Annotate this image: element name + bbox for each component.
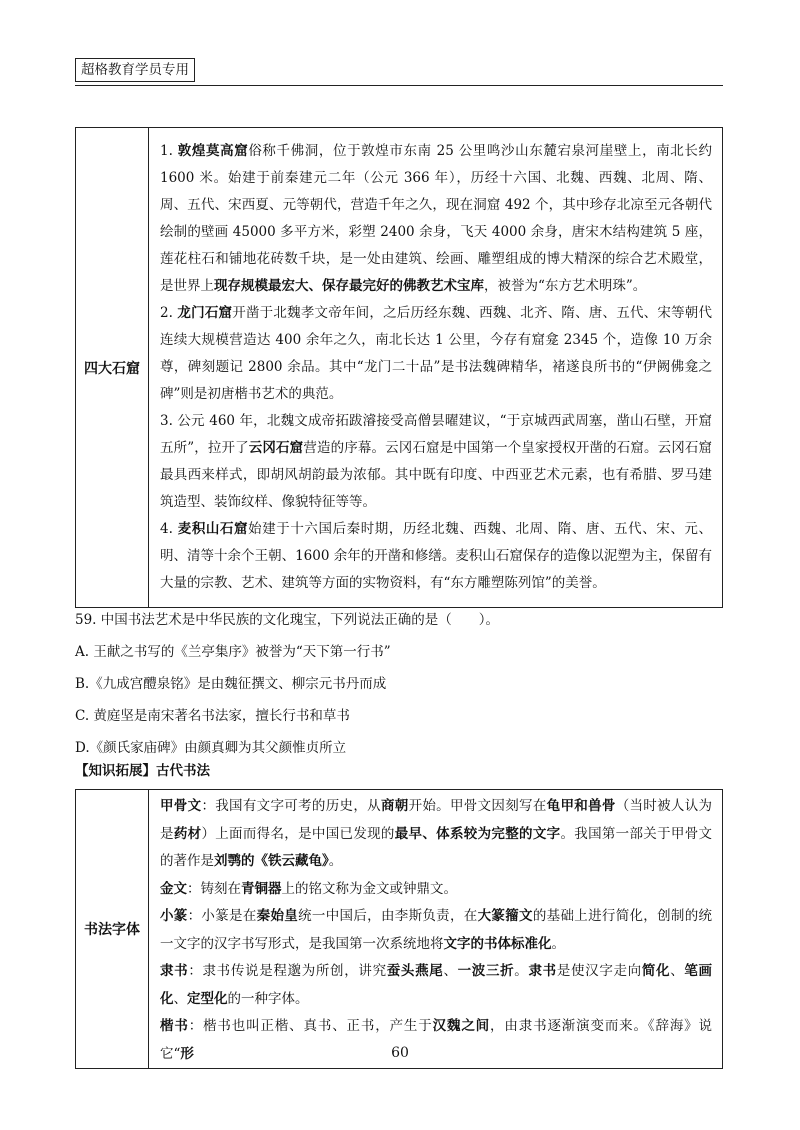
option-d[interactable]: D.《颜氏家庙碑》由颜真卿为其父颜惟贞所立 [75, 740, 347, 756]
category-cell: 四大石窟 [76, 128, 149, 608]
category-cell: 书法字体 [76, 790, 149, 1069]
header-label: 超格教育学员专用 [75, 58, 195, 82]
script-style-paragraph: 金文：铸刻在青铜器上的铭文称为金文或钟鼎文。 [160, 880, 457, 897]
grotto-paragraph: 2. 龙门石窟开凿于北魏孝文帝年间，之后历经东魏、西魏、北齐、隋、唐、五代、宋等朝代连续大规模营造达 400 余年之久，南北长达 1 公里，今存有窟龛 2345 个，造像 10 万余尊，碑刻题记 2800 余品。其中“龙门二十品”是书法魏碑精华，褚遂良所书的“伊阙佛龛之碑”则是初唐楷书艺术的典范。 [160, 305, 713, 402]
grotto-paragraph: 1. 敦煌莫高窟俗称千佛洞，位于敦煌市东南 25 公里鸣沙山东麓宕泉河崖壁上，南北长约 1600 米。始建于前秦建元二年（公元 366 年），历经十六国、北魏、西魏、北周、隋、周、五代、宋西夏、元等朝代，营造千年之久，现在洞窟 492 个，其中珍存北凉至元各朝代绘制的壁画 45000 多平方米，彩塑 2400 余身，飞天 4000 余身，唐宋木结构建筑 5 座，莲花柱石和铺地花砖数千块，是一处由建筑、绘画、雕塑组成的博大精深的综合艺术殿堂，是世界上现存规模最宏大、保存最完好的佛教艺术宝库，被誉为“东方艺术明珠”。 [160, 143, 713, 294]
script-style-paragraph: 小篆：小篆是在秦始皇统一中国后，由李斯负责，在大篆籀文的基础上进行简化，创制的统一文字的汉字书写形式，是我国第一次系统地将文字的书体标准化。 [160, 908, 713, 952]
calligraphy-content [149, 790, 723, 1069]
grottoes-content [149, 128, 723, 608]
grotto-paragraph: 4. 麦积山石窟始建于十六国后秦时期，历经北魏、西魏、北周、隋、唐、五代、宋、元、明、清等十余个王朝、1600 余年的开凿和修缮。麦积山石窟保存的造像以泥塑为主，保留有大量的宗教、艺术、建筑等方面的实物资料，有“东方雕塑陈列馆”的美誉。 [160, 521, 713, 591]
option-a[interactable]: A. 王献之书写的《兰亭集序》被誉为“天下第一行书” [75, 644, 391, 660]
knowledge-extension-heading: 【知识拓展】古代书法 [75, 763, 210, 779]
page-number: 60 [391, 1045, 409, 1061]
calligraphy-table [75, 789, 723, 1069]
script-style-paragraph: 楷书：楷书也叫正楷、真书、正书，产生于汉魏之间，由隶书逐渐演变而来。《辞海》说它“形 [160, 1018, 713, 1062]
script-style-paragraph: 甲骨文：我国有文字可考的历史，从商朝开始。甲骨文因刻写在龟甲和兽骨（当时被人认为是药材）上面而得名，是中国已发现的最早、体系较为完整的文字。我国第一部关于甲骨文的著作是刘鹗的《铁云藏龟》。 [160, 798, 713, 869]
option-b[interactable]: B.《九成宫醴泉铭》是由魏征撰文、柳宗元书丹而成 [75, 676, 387, 692]
option-c[interactable]: C. 黄庭坚是南宋著名书法家，擅长行书和草书 [75, 708, 350, 724]
grotto-paragraph: 3. 公元 460 年，北魏文成帝拓跋濬接受高僧昙曜建议，“于京城西武周塞，凿山石壁，开窟五所”，拉开了云冈石窟营造的序幕。云冈石窟是中国第一个皇家授权开凿的石窟。云冈石窟最具西来样式，即胡风胡韵最为浓郁。其中既有印度、中西亚艺术元素，也有希腊、罗马建筑造型、装饰纹样、像貌特征等等。 [160, 413, 713, 510]
header-divider [75, 85, 723, 86]
grottoes-table [75, 127, 723, 608]
question-stem: 59. 中国书法艺术是中华民族的文化瑰宝，下列说法正确的是（ ）。 [75, 612, 500, 628]
question-59 [75, 604, 725, 764]
script-style-paragraph: 隶书：隶书传说是程邈为所创，讲究蚕头燕尾、一波三折。隶书是使汉字走向简化、笔画化、定型化的一种字体。 [160, 963, 713, 1007]
